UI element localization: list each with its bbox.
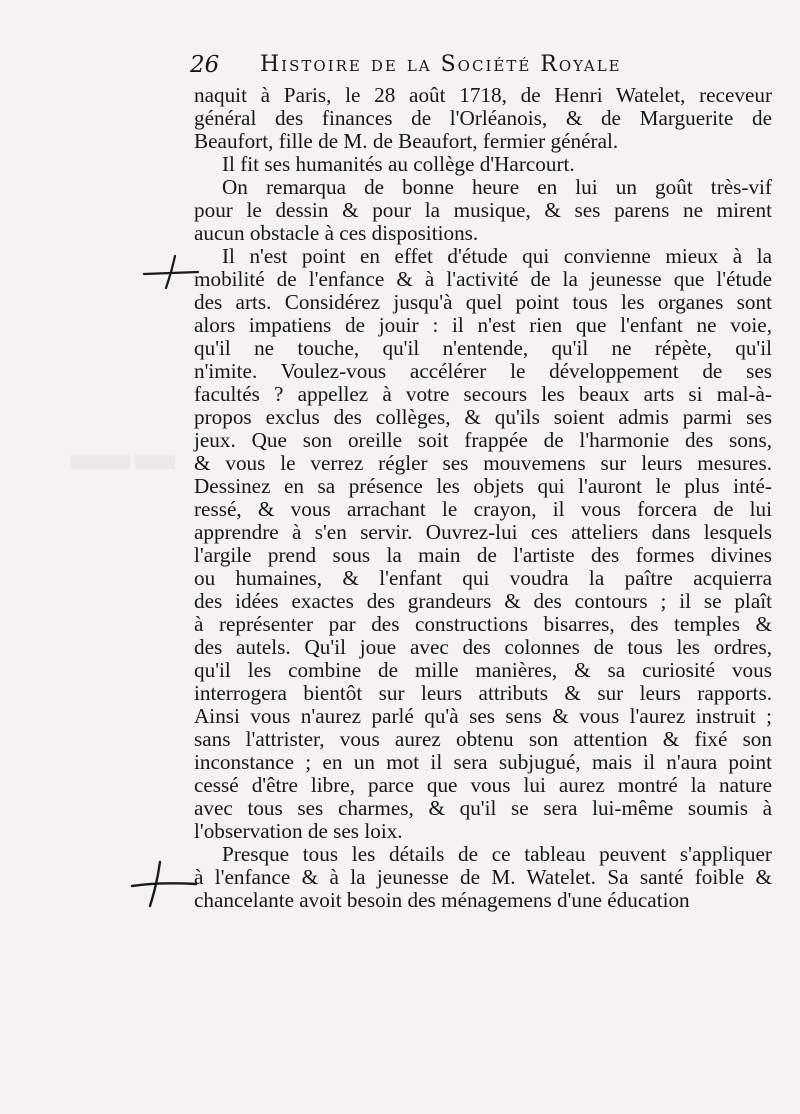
text-line: mobilité de l'enfance & à l'activité de la jeunesse que l'étude <box>194 267 772 291</box>
running-header <box>190 50 780 84</box>
page-number: 26 <box>190 52 220 78</box>
text-line: Il n'est point en effet d'étude qui convienne mieux à la <box>222 244 772 268</box>
text-line: Dessinez en sa présence les objets qui l'auront le plus inté- <box>194 474 772 498</box>
text-line: pour le dessin & pour la musique, & ses parens ne mirent <box>194 198 772 222</box>
text-line: qu'il ne touche, qu'il n'entende, qu'il ne répète, qu'il <box>194 336 772 360</box>
text-line: aucun obstacle à ces dispositions. <box>194 221 479 245</box>
text-line: des idées exactes des grandeurs & des contours ; il se plaît <box>194 589 772 613</box>
text-line: propos exclus des collèges, & qu'ils soient admis parmi ses <box>194 405 772 429</box>
text-line: l'observation de ses loix. <box>194 819 403 843</box>
text-line: alors impatiens de jouir : il n'est rien que l'enfant ne voie, <box>194 313 772 337</box>
handwritten-cross-icon <box>130 860 200 910</box>
text-line: apprendre à s'en servir. Ouvrez-lui ces atteliers dans lesquels <box>194 520 772 544</box>
handwritten-cross-icon <box>142 252 202 292</box>
text-line: On remarqua de bonne heure en lui un goût très-vif <box>222 175 772 199</box>
text-line: Beaufort, fille de M. de Beaufort, fermier général. <box>194 129 619 153</box>
text-line: facultés ? appellez à votre secours les beaux arts si mal-à- <box>194 382 772 406</box>
text-line: inconstance ; en un mot il sera subjugué, mais il n'aura point <box>194 750 772 774</box>
text-line: cessé d'être libre, parce que vous lui aurez montré la nature <box>194 773 772 797</box>
text-line: général des finances de l'Orléanois, & de Marguerite de <box>194 106 772 130</box>
text-line: jeux. Que son oreille soit frappée de l'harmonie des sons, <box>194 428 772 452</box>
text-line: ou humaines, & l'enfant qui voudra la paître acquierra <box>194 566 772 590</box>
text-line: des arts. Considérez jusqu'à quel point tous les organes sont <box>194 290 772 314</box>
text-line: chancelante avoit besoin des ménagemens d'une éducation <box>194 888 690 912</box>
text-line: à représenter par des constructions bisarres, des temples & <box>194 612 772 636</box>
text-line: n'imite. Voulez-vous accélérer le développement de ses <box>194 359 772 383</box>
text-line: interrogera bientôt sur leurs attributs & sur leurs rapports. <box>194 681 772 705</box>
text-line: & vous le verrez régler ses mouvemens sur leurs mesures. <box>194 451 772 475</box>
running-title: Histoire de la Société Royale <box>260 52 622 77</box>
show-through-smudge-1 <box>70 455 130 469</box>
text-line: sans l'attrister, vous aurez obtenu son attention & fixé son <box>194 727 772 751</box>
text-line: l'argile prend sous la main de l'artiste des formes divines <box>194 543 772 567</box>
text-line: Ainsi vous n'aurez parlé qu'à ses sens & vous l'aurez instruit ; <box>194 704 772 728</box>
text-line: à l'enfance & à la jeunesse de M. Watelet. Sa santé foible & <box>194 865 772 889</box>
show-through-smudge-2 <box>135 455 175 469</box>
text-line: Il fit ses humanités au collège d'Harcourt. <box>222 152 575 176</box>
text-line: ressé, & vous arrachant le crayon, il vous forcera de lui <box>194 497 772 521</box>
text-line: des autels. Qu'il joue avec des colonnes de tous les ordres, <box>194 635 772 659</box>
text-line: qu'il les combine de mille manières, & sa curiosité vous <box>194 658 772 682</box>
text-line: Presque tous les détails de ce tableau peuvent s'appliquer <box>222 842 772 866</box>
text-line: avec tous ses charmes, & qu'il se sera lui-même soumis à <box>194 796 772 820</box>
text-line: naquit à Paris, le 28 août 1718, de Henri Watelet, receveur <box>194 83 772 107</box>
